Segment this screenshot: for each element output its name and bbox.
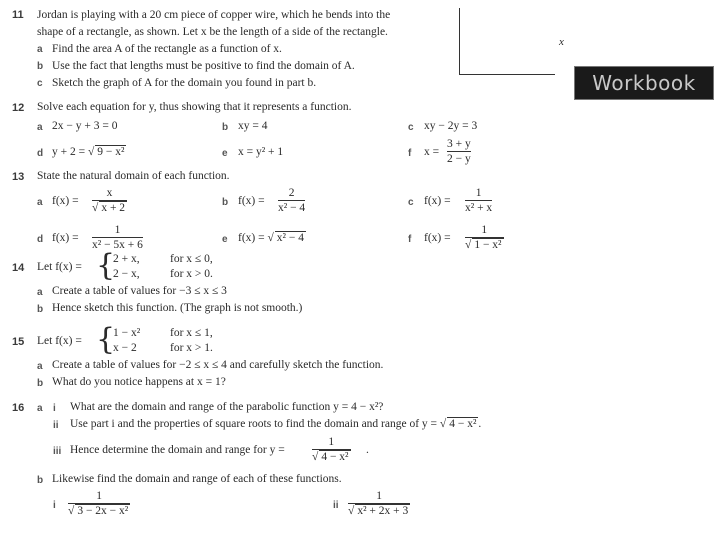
q16-sub-i-text: What are the domain and range of the parabolic function y = 4 − x²? bbox=[70, 401, 384, 413]
q15-brace: { bbox=[96, 322, 116, 357]
q13-part-b-denominator: x² − 4 bbox=[278, 202, 306, 214]
q12-part-b-letter: b bbox=[222, 122, 229, 133]
q12-part-f-letter: f bbox=[408, 148, 412, 159]
q13-part-b-numerator: 2 bbox=[288, 187, 295, 199]
q16-sub-ii-label: ii bbox=[53, 420, 59, 431]
q13-part-f-fraction bbox=[465, 224, 504, 251]
q16-b-ii-numerator: 1 bbox=[376, 490, 382, 502]
q13-part-a-fraction bbox=[92, 187, 127, 214]
q12-part-f-denominator: 2 − y bbox=[447, 153, 471, 165]
q16-b-i-numerator: 1 bbox=[96, 490, 102, 502]
question-number-14: 14 bbox=[12, 262, 25, 274]
q13-part-c-denominator: x² + x bbox=[465, 202, 493, 214]
q16-sub-i-label: i bbox=[53, 403, 56, 414]
q12-part-a-expr: 2x − y + 3 = 0 bbox=[52, 120, 118, 132]
q15-piece-1-cond: for x ≤ 1, bbox=[170, 327, 213, 339]
q15-piece-2-cond: for x > 1. bbox=[170, 342, 213, 354]
q13-part-c-letter: c bbox=[408, 197, 414, 208]
q16-b-i-fraction bbox=[68, 490, 130, 517]
rectangle-diagram-side bbox=[459, 8, 460, 74]
q16-sub-ii-end: . bbox=[478, 418, 482, 430]
q16-sub-iii-radicand: 4 − x² bbox=[321, 451, 349, 463]
q11-part-c-letter: c bbox=[37, 78, 43, 89]
q11-part-c-text: Sketch the graph of A for the domain you found in part b. bbox=[52, 77, 317, 89]
q12-part-f-fraction bbox=[447, 138, 471, 165]
q11-text-line1: Jordan is playing with a 20 cm piece of copper wire, which he bends into the bbox=[37, 9, 391, 21]
q13-part-b-letter: b bbox=[222, 197, 229, 208]
q13-part-a-numerator: x bbox=[106, 187, 113, 199]
q15-part-a-text: Create a table of values for −2 ≤ x ≤ 4 and carefully sketch the function. bbox=[52, 359, 384, 371]
q15-piece-2-expr: x − 2 bbox=[113, 342, 137, 354]
q12-part-d-expr: y + 2 = √ 9 − x² bbox=[52, 146, 125, 158]
q16-sub-ii-radicand: 4 − x² bbox=[449, 418, 477, 430]
q13-part-d-lhs: f(x) = bbox=[52, 232, 79, 244]
q11-part-b-letter: b bbox=[37, 61, 44, 72]
q16-b-ii-radicand: x² + 2x + 3 bbox=[357, 505, 409, 517]
q11-part-a-text: Find the area A of the rectangle as a function of x. bbox=[52, 43, 282, 55]
q15-piece-1-expr: 1 − x² bbox=[113, 327, 141, 339]
q12-part-f-numerator: 3 + y bbox=[447, 138, 471, 150]
q16-sub-ii-text: Use part i and the properties of square roots to find the domain and range of y = √ 4 − x² . bbox=[70, 418, 482, 430]
q16-part-a-letter: a bbox=[37, 403, 43, 414]
q12-part-d-radicand: 9 − x² bbox=[97, 146, 125, 158]
q14-piece-2-expr: 2 − x, bbox=[113, 268, 140, 280]
q14-piece-1-cond: for x ≤ 0, bbox=[170, 253, 213, 265]
q12-part-b-expr: xy = 4 bbox=[238, 120, 268, 132]
q13-part-f-letter: f bbox=[408, 234, 412, 245]
q13-part-c-numerator: 1 bbox=[475, 187, 482, 199]
q12-part-a-letter: a bbox=[37, 122, 43, 133]
q14-brace: { bbox=[96, 248, 116, 283]
q16-sub-iii-fraction bbox=[312, 436, 351, 463]
q12-part-d-lhs: y + 2 = bbox=[52, 146, 88, 158]
q16-b-ii-denominator: √ x² + 2x + 3 bbox=[348, 505, 409, 517]
q15-lead: Let f(x) = bbox=[37, 335, 82, 347]
q11-text-line2: shape of a rectangle, as shown. Let x be the length of a side of the rectangle. bbox=[37, 26, 388, 38]
q11-part-b-text: Use the fact that lengths must be positive to find the domain of A. bbox=[52, 60, 355, 72]
q14-part-b-text: Hence sketch this function. (The graph is not smooth.) bbox=[52, 302, 303, 314]
q13-part-d-letter: d bbox=[37, 234, 44, 245]
q13-part-a-denominator: √ x + 2 bbox=[92, 202, 126, 214]
q12-text: Solve each equation for y, thus showing that it represents a function. bbox=[37, 101, 352, 113]
q16-part-b-letter: b bbox=[37, 475, 44, 486]
workbook-badge-label: Workbook bbox=[592, 71, 696, 95]
q14-piece-1-expr: 2 + x, bbox=[113, 253, 140, 265]
q16-sub-iii-label: iii bbox=[53, 446, 62, 457]
q13-part-b-fraction bbox=[278, 187, 305, 214]
q13-part-e-lhs: f(x) = bbox=[238, 232, 268, 244]
q12-part-d-letter: d bbox=[37, 148, 44, 159]
q13-part-d-denominator: x² − 5x + 6 bbox=[92, 239, 143, 251]
q12-part-e-expr: x = y² + 1 bbox=[238, 146, 284, 158]
q13-part-c-fraction bbox=[465, 187, 492, 214]
diagram-side-label: x bbox=[559, 36, 564, 48]
q14-piece-2-cond: for x > 0. bbox=[170, 268, 213, 280]
q11-part-a-letter: a bbox=[37, 44, 43, 55]
q16-sub-iii-denominator: √ 4 − x² bbox=[312, 451, 349, 463]
q16-b-ii-label: ii bbox=[333, 500, 339, 511]
q16-b-i-label: i bbox=[53, 500, 56, 511]
q15-part-b-letter: b bbox=[37, 378, 44, 389]
workbook-badge[interactable] bbox=[574, 66, 714, 100]
rectangle-diagram-base bbox=[459, 74, 555, 75]
q13-part-b-lhs: f(x) = bbox=[238, 195, 265, 207]
q13-part-d-fraction bbox=[92, 224, 143, 251]
q16-b-i-denominator: √ 3 − 2x − x² bbox=[68, 505, 129, 517]
q12-part-e-letter: e bbox=[222, 148, 228, 159]
question-number-13: 13 bbox=[12, 171, 25, 183]
q14-part-a-text: Create a table of values for −3 ≤ x ≤ 3 bbox=[52, 285, 227, 297]
q12-part-f-lhs: x = bbox=[424, 146, 440, 158]
q16-b-ii-fraction bbox=[348, 490, 410, 517]
question-number-12: 12 bbox=[12, 102, 25, 114]
q13-text: State the natural domain of each function. bbox=[37, 170, 230, 182]
q13-part-f-numerator: 1 bbox=[481, 224, 488, 236]
question-number-11: 11 bbox=[12, 9, 24, 21]
q16-sub-iii-text: Hence determine the domain and range for y = bbox=[70, 444, 285, 456]
q14-part-a-letter: a bbox=[37, 287, 43, 298]
q13-part-f-lhs: f(x) = bbox=[424, 232, 451, 244]
q16-part-b-text: Likewise find the domain and range of each of these functions. bbox=[52, 473, 342, 485]
q13-part-a-letter: a bbox=[37, 197, 43, 208]
q13-part-e-radicand: x² − 4 bbox=[276, 232, 304, 244]
q16-sub-ii-body: Use part i and the properties of square roots to find the domain and range of y = bbox=[70, 418, 440, 430]
q13-part-c-lhs: f(x) = bbox=[424, 195, 451, 207]
q13-part-e-letter: e bbox=[222, 234, 228, 245]
q13-part-f-denominator: √ 1 − x² bbox=[465, 239, 502, 251]
q12-part-c-letter: c bbox=[408, 122, 414, 133]
q13-part-d-numerator: 1 bbox=[114, 224, 121, 236]
question-number-16: 16 bbox=[12, 402, 25, 414]
q15-part-a-letter: a bbox=[37, 361, 43, 372]
q15-part-b-text: What do you notice happens at x = 1? bbox=[52, 376, 226, 388]
q16-b-i-radicand: 3 − 2x − x² bbox=[77, 505, 129, 517]
q14-lead: Let f(x) = bbox=[37, 261, 82, 273]
q13-part-e-expr: f(x) = √ x² − 4 bbox=[238, 232, 304, 244]
q13-part-a-radicand: x + 2 bbox=[101, 202, 126, 214]
q13-part-a-lhs: f(x) = bbox=[52, 195, 79, 207]
q12-part-c-expr: xy − 2y = 3 bbox=[424, 120, 478, 132]
q14-part-b-letter: b bbox=[37, 304, 44, 315]
question-number-15: 15 bbox=[12, 336, 25, 348]
q16-sub-iii-numerator: 1 bbox=[328, 436, 335, 448]
q13-part-f-radicand: 1 − x² bbox=[474, 239, 502, 251]
q16-sub-iii-end: . bbox=[366, 444, 369, 456]
